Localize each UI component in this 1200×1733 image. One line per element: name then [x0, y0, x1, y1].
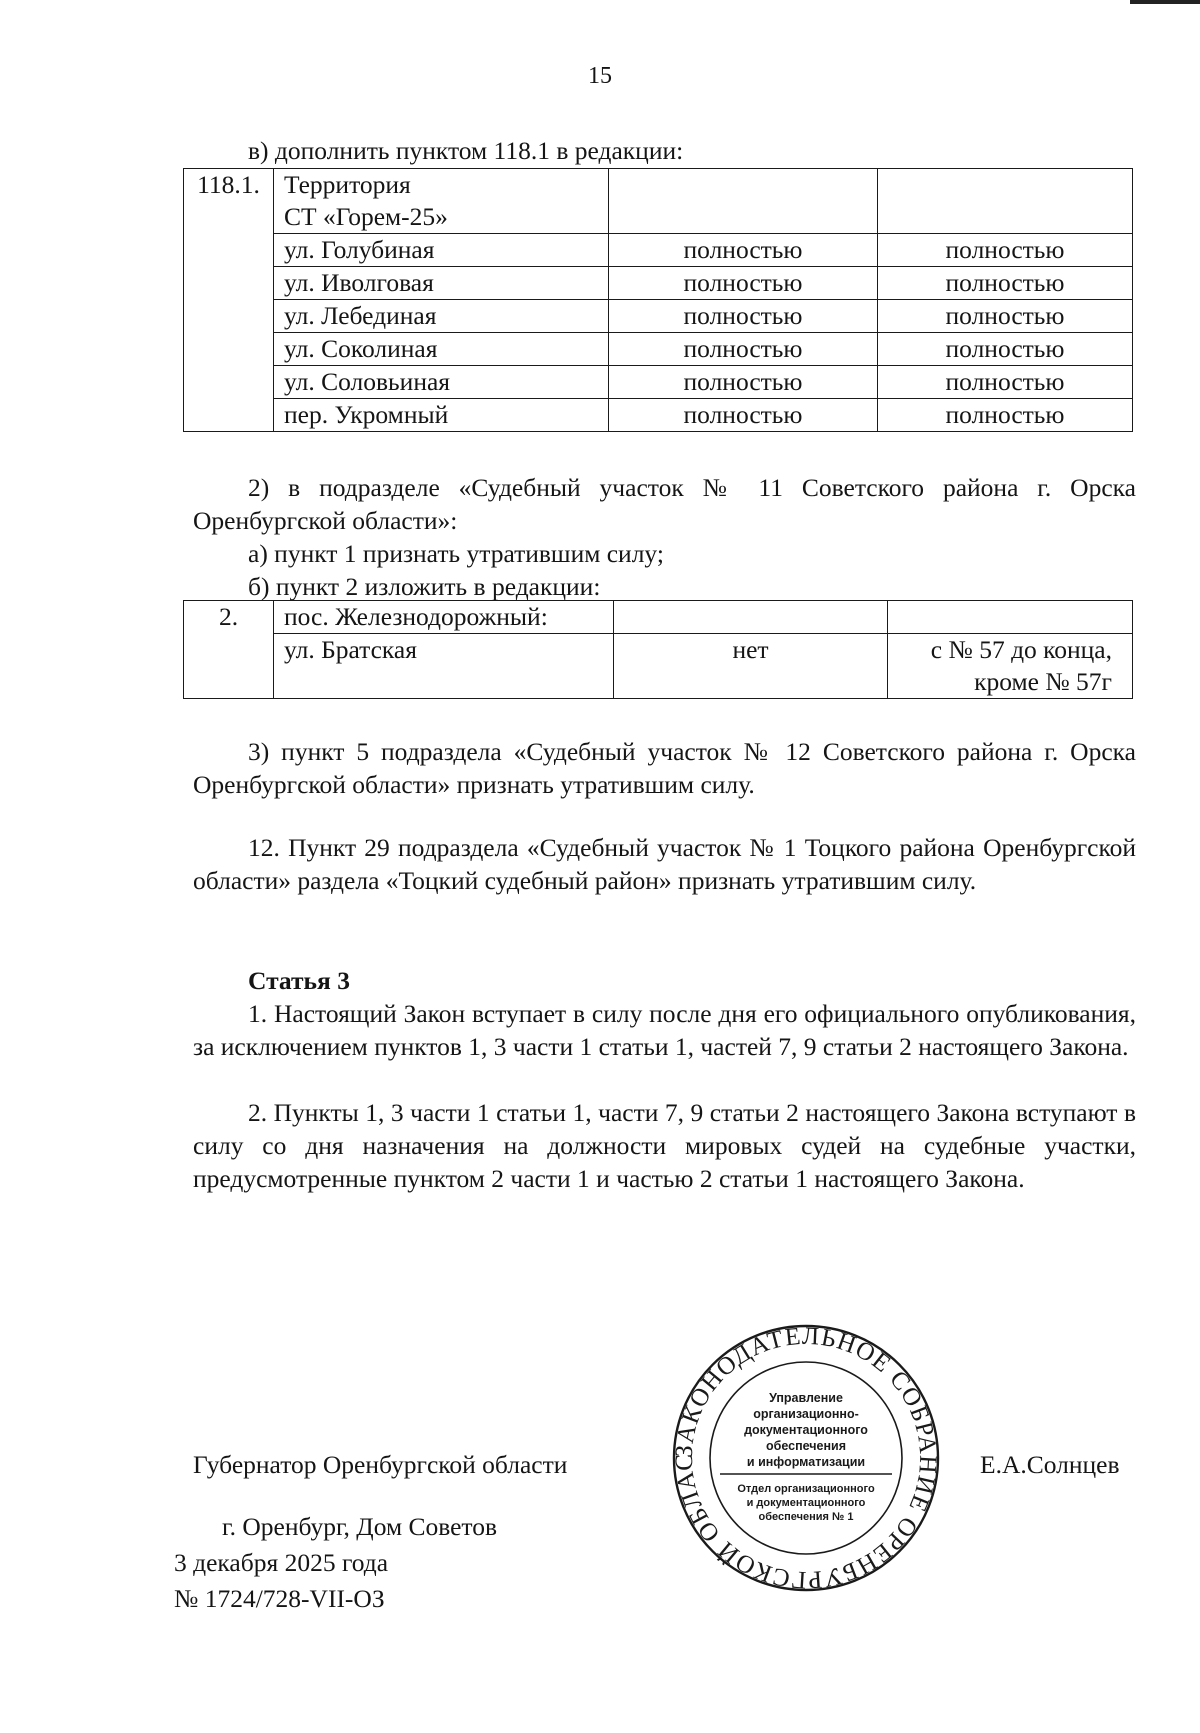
value-cell: полностью [878, 267, 1133, 300]
official-seal [670, 1322, 942, 1594]
table-row [184, 399, 1133, 432]
table-cell-empty [888, 601, 1133, 634]
street-cell: пер. Укромный [274, 399, 609, 432]
law-number: № 1724/728-VII-ОЗ [174, 1584, 385, 1613]
article-3-paragraph-1: 1. Настоящий Закон вступает в силу после дня его официального опубликования, за исключением пунктов 1, 3 части 1 статьи 1, частей 7, 9 статьи 2 настоящего Закона. [193, 999, 1136, 1061]
value-cell: полностью [609, 300, 878, 333]
item-2a-text: а) пункт 1 признать утратившим силу; [248, 539, 664, 568]
table-row [184, 169, 1133, 234]
street-cell: ул. Голубиная [274, 234, 609, 267]
value-cell: полностью [609, 399, 878, 432]
seal-inner-line: и информатизации [746, 1455, 866, 1469]
territory-line: Территория [284, 170, 411, 199]
article-3-heading: Статья 3 [248, 966, 350, 995]
value-cell: полностью [878, 300, 1133, 333]
range-cell [888, 634, 1133, 699]
table-row [184, 234, 1133, 267]
street-cell: ул. Соловьиная [274, 366, 609, 399]
table-cell-number: 118.1. [184, 169, 274, 432]
value-cell: полностью [878, 234, 1133, 267]
seal-inner-line: обеспечения [765, 1439, 847, 1453]
value-cell: полностью [609, 366, 878, 399]
range-line: кроме № 57г [974, 667, 1112, 696]
seal-inner-line: организационно- [753, 1407, 859, 1421]
range-line: с № 57 до конца, [930, 635, 1112, 664]
street-cell: ул. Соколиная [274, 333, 609, 366]
item-3-text: 3) пункт 5 подраздела «Судебный участок № 12 Советского района г. Орска Оренбургской области» признать утратившим силу. [193, 737, 1136, 799]
signing-place: г. Оренбург, Дом Советов [222, 1512, 498, 1541]
article-3-paragraph-2: 2. Пункты 1, 3 части 1 статьи 1, части 7, 9 статьи 2 настоящего Закона вступают в силу со дня назначения на должности мировых судей на судебные участки, предусмотренные пунктом 2 части 1 и частью 2 статьи 1 настоящего Закона. [193, 1098, 1136, 1193]
table-row [184, 267, 1133, 300]
table-cell-territory [274, 169, 609, 234]
item-2b-text: б) пункт 2 изложить в редакции: [248, 572, 601, 601]
street-cell: ул. Лебединая [274, 300, 609, 333]
page-number: 15 [588, 63, 612, 89]
value-cell: полностью [609, 267, 878, 300]
table-row [184, 366, 1133, 399]
seal-graphic [670, 1322, 942, 1594]
value-cell: полностью [878, 399, 1133, 432]
seal-dept-line: обеспечения № 1 [758, 1511, 854, 1523]
table-cell-empty [614, 601, 888, 634]
seal-dept-line: Отдел организационного [737, 1483, 875, 1495]
table-118-1 [183, 168, 1133, 432]
street-cell: ул. Иволговая [274, 267, 609, 300]
table-cell-empty [609, 169, 878, 234]
territory-line: СТ «Горем-25» [284, 202, 448, 231]
value-cell: полностью [609, 333, 878, 366]
signature-name: Е.А.Солнцев [980, 1450, 1120, 1479]
table-row [184, 634, 1133, 699]
table-row [184, 601, 1133, 634]
signature-title: Губернатор Оренбургской области [193, 1450, 568, 1479]
table-cell-empty [878, 169, 1133, 234]
item-v-intro: в) дополнить пунктом 118.1 в редакции: [248, 136, 684, 165]
table-item-2 [183, 600, 1133, 699]
scan-corner-mark [1130, 0, 1200, 4]
value-cell: полностью [878, 333, 1133, 366]
item-2-text: 2) в подразделе «Судебный участок № 11 Советского района г. Орска Оренбургской области»: [193, 473, 1136, 535]
item-12-text: 12. Пункт 29 подраздела «Судебный участок № 1 Тоцкого района Оренбургской области» раздела «Тоцкий судебный район» признать утратившим силу. [193, 833, 1136, 895]
seal-inner-line: документационного [744, 1423, 868, 1437]
seal-outer-text: ЗАКОНОДАТЕЛЬНОЕ СОБРАНИЕ ОРЕНБУРГСКОЙ ОБЛАС [670, 1322, 942, 1594]
value-cell: нет [614, 634, 888, 699]
signing-date: 3 декабря 2025 года [174, 1548, 389, 1577]
value-cell: полностью [878, 366, 1133, 399]
table-row [184, 333, 1133, 366]
street-cell: ул. Братская [274, 634, 614, 699]
settlement-cell: пос. Железнодорожный: [274, 601, 614, 634]
value-cell: полностью [609, 234, 878, 267]
table-cell-number: 2. [184, 601, 274, 699]
seal-dept-line: и документационного [746, 1497, 866, 1509]
table-row [184, 300, 1133, 333]
seal-inner-line: Управление [769, 1391, 843, 1405]
